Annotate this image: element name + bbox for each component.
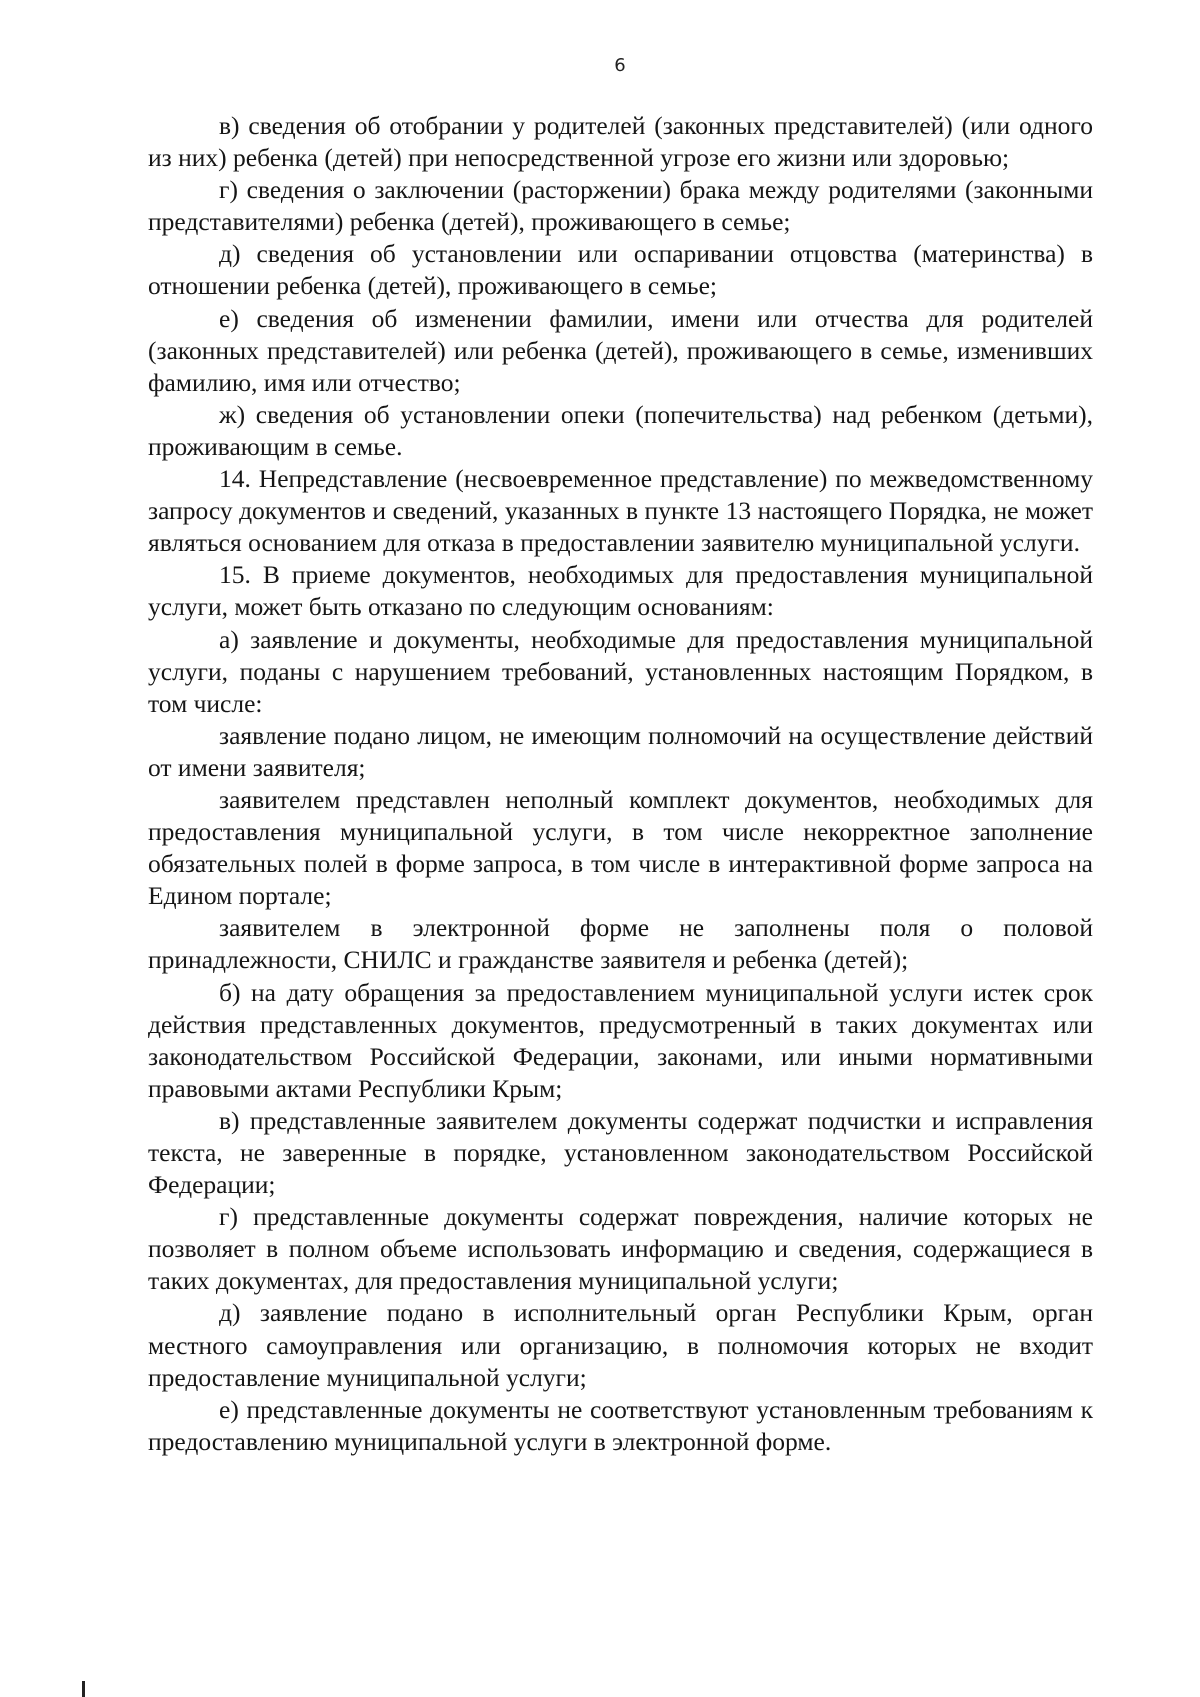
paragraph-g-marriage: г) сведения о заключении (расторжении) брака между родителями (законными представителями) ребенка (детей), проживающего в семье; xyxy=(148,175,1093,237)
document-body xyxy=(148,110,1093,1458)
paragraph-15-a-no-authority: заявление подано лицом, не имеющим полномочий на осуществление действий от имени заявителя; xyxy=(148,720,1093,782)
paragraph-d-paternity: д) сведения об установлении или оспаривании отцовства (материнства) в отношении ребенка (детей), проживающего в семье; xyxy=(148,239,1093,301)
paragraph-14: 14. Непредставление (несвоевременное представление) по межведомственному запросу документов и сведений, указанных в пункте 13 настоящего Порядка, не может являться основанием для отказа в предоставлении заявителю муниципальной услуги. xyxy=(148,464,1093,558)
paragraph-15-a-fields: заявителем в электронной форме не заполнены поля о половой принадлежности, СНИЛС и гражданстве заявителя и ребенка (детей); xyxy=(148,913,1093,975)
paragraph-zh-guardianship: ж) сведения об установлении опеки (попечительства) над ребенком (детьми), проживающим в семье. xyxy=(148,399,1093,461)
page-number: 6 xyxy=(614,55,626,76)
paragraph-15-d: д) заявление подано в исполнительный орган Республики Крым, орган местного самоуправления или организацию, в полномочия которых не входит предоставление муниципальной услуги; xyxy=(148,1298,1093,1392)
paragraph-15-b: б) на дату обращения за предоставлением муниципальной услуги истек срок действия представленных документов, предусмотренный в таких документах или законодательством Российской Федерации, законами, или иными нормативными правовыми актами Республики Крым; xyxy=(148,977,1093,1103)
paragraph-15-a-incomplete: заявителем представлен неполный комплект документов, необходимых для предоставления муниципальной услуги, в том числе некорректное заполнение обязательных полей в форме запроса, в том числе в интерактивной форме запроса на Едином портале; xyxy=(148,784,1093,911)
scan-edge-mark xyxy=(82,1681,85,1697)
paragraph-15-e: е) представленные документы не соответствуют установленным требованиям к предоставлению муниципальной услуги в электронной форме. xyxy=(148,1394,1093,1456)
paragraph-15-a: а) заявление и документы, необходимые для предоставления муниципальной услуги, поданы с нарушением требований, установленных настоящим Порядком, в том числе: xyxy=(148,624,1093,718)
paragraph-15-g: г) представленные документы содержат повреждения, наличие которых не позволяет в полном объеме использовать информацию и сведения, содержащиеся в таких документах, для предоставления муниципальной услуги; xyxy=(148,1202,1093,1296)
paragraph-e-name-change: е) сведения об изменении фамилии, имени или отчества для родителей (законных представителей) или ребенка (детей), проживающего в семье, изменивших фамилию, имя или отчество; xyxy=(148,303,1093,397)
paragraph-v-separation: в) сведения об отобрании у родителей (законных представителей) (или одного из них) ребенка (детей) при непосредственной угрозе его жизни или здоровью; xyxy=(148,111,1093,173)
paragraph-15-v: в) представленные заявителем документы содержат подчистки и исправления текста, не заверенные в порядке, установленном законодательством Российской Федерации; xyxy=(148,1105,1093,1200)
paragraph-15: 15. В приеме документов, необходимых для предоставления муниципальной услуги, может быть отказано по следующим основаниям: xyxy=(148,560,1093,622)
